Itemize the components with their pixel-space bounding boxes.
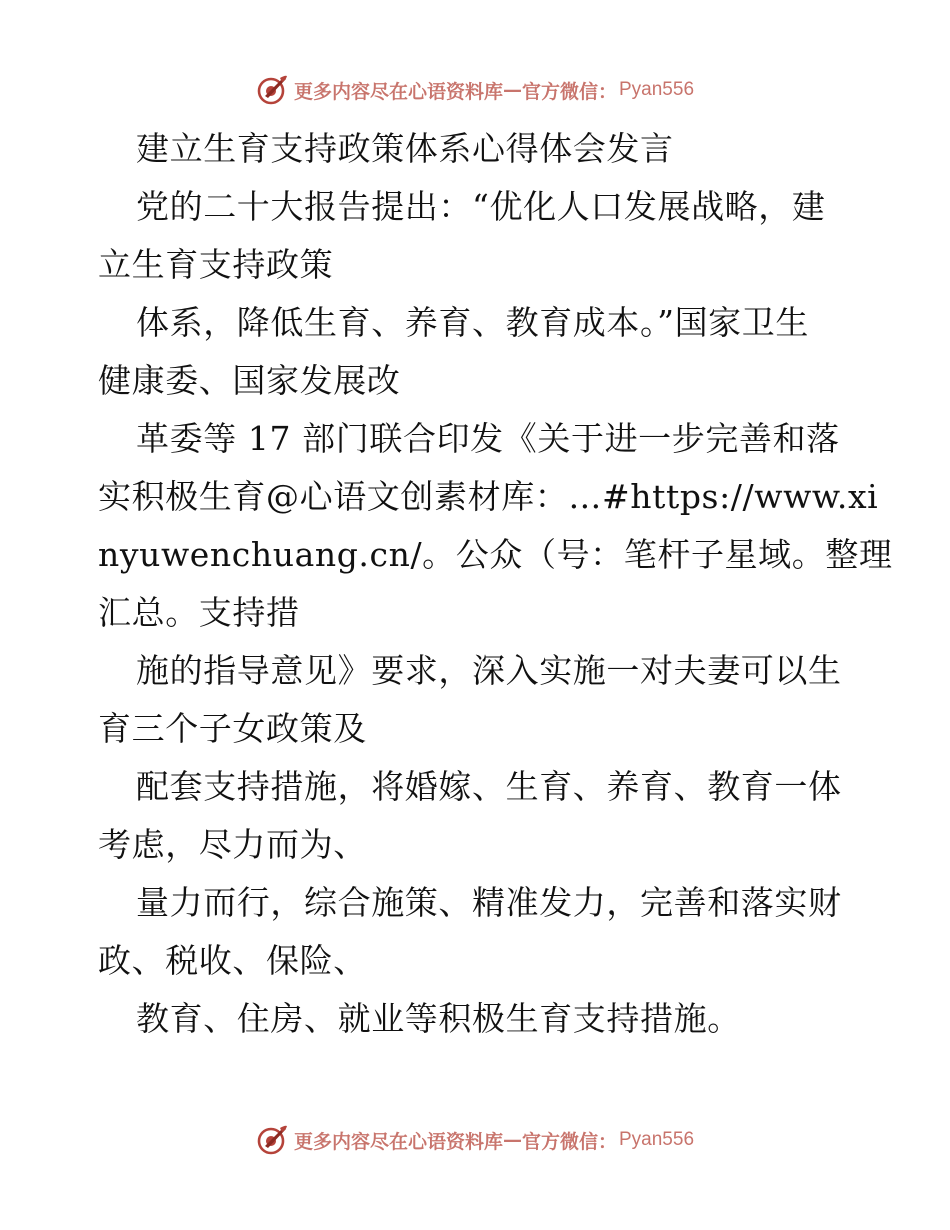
document-body	[98, 120, 893, 1048]
text-line: 考虑，尽力而为、	[98, 825, 367, 864]
watermark-separator: —	[502, 79, 522, 101]
text-line: 革委等 17 部门联合印发《关于进一步完善和落	[136, 419, 840, 458]
text-line: 量力而行，综合施策、精准发力，完善和落实财	[136, 883, 842, 922]
watermark-wechat-label: 官方微信：	[521, 80, 617, 103]
text-line: 教育、住房、就业等积极生育支持措施。	[136, 999, 741, 1038]
text-line: 实积极生育@心语文创素材库：…#https://www.xi	[98, 477, 879, 516]
text-line: 汇总。支持措	[98, 593, 300, 632]
text-line: 施的指导意见》要求，深入实施一对夫妻可以生	[136, 651, 842, 690]
watermark-wechat-label: 官方微信：	[521, 1130, 617, 1153]
footer-watermark	[0, 1120, 950, 1160]
text-line: 健康委、国家发展改	[98, 361, 401, 400]
watermark-wechat-id: Pyan556	[619, 79, 695, 100]
quill-logo-icon	[256, 1124, 288, 1156]
watermark-separator: —	[502, 1129, 522, 1151]
text-line: 配套支持措施，将婚嫁、生育、养育、教育一体	[136, 767, 842, 806]
text-line: 体系，降低生育、养育、教育成本。”国家卫生	[136, 303, 809, 342]
quill-logo-icon	[256, 74, 288, 106]
text-line: 育三个子女政策及	[98, 709, 367, 748]
text-line: nyuwenchuang.cn/。公众（号：笔杆子星域。整理	[98, 535, 893, 574]
watermark-wechat-id: Pyan556	[619, 1129, 695, 1150]
header-watermark	[0, 70, 950, 110]
watermark-text: 更多内容尽在心语资料库	[293, 1130, 503, 1153]
watermark-text: 更多内容尽在心语资料库	[293, 80, 503, 103]
text-line: 政、税收、保险、	[98, 941, 367, 980]
text-line: 建立生育支持政策体系心得体会发言	[136, 129, 674, 168]
text-line: 党的二十大报告提出：“优化人口发展战略，建	[136, 187, 826, 226]
text-line: 立生育支持政策	[98, 245, 334, 284]
